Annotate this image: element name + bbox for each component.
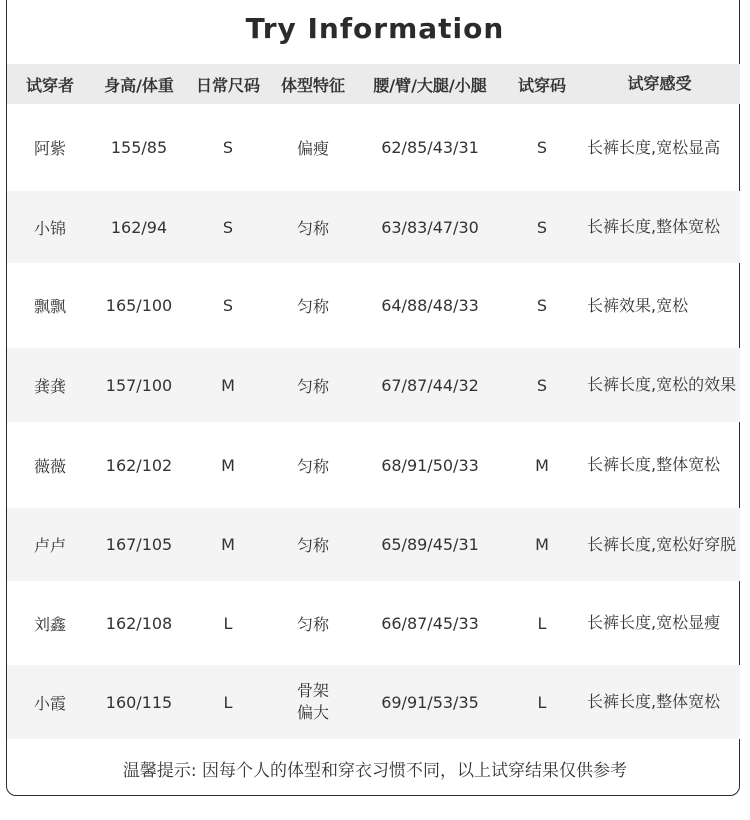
table-body xyxy=(7,104,740,739)
cell-try-size: S xyxy=(536,375,548,395)
cell-try-size: M xyxy=(535,455,549,475)
cell-daily-size: M xyxy=(221,375,235,395)
cell-feedback: 长裤长度,宽松好穿脱 xyxy=(587,534,737,554)
cell-measurements: 66/87/45/33 xyxy=(381,613,479,633)
cell-height-weight: 162/108 xyxy=(105,613,173,633)
cell-feedback: 长裤长度,宽松显高 xyxy=(587,137,721,157)
table-row xyxy=(7,422,740,508)
cell-body-type: 匀称 xyxy=(296,218,329,238)
cell-height-weight: 165/100 xyxy=(105,296,173,315)
cell-body-type: 匀称 xyxy=(296,456,329,476)
cell-measurements: 63/83/47/30 xyxy=(381,217,479,237)
cell-name: 卢卢 xyxy=(33,536,66,555)
cell-measurements: 67/87/44/32 xyxy=(381,375,479,395)
cell-feedback: 长裤长度,整体宽松 xyxy=(587,455,721,474)
cell-height-weight: 162/94 xyxy=(110,217,168,237)
cell-name: 薇薇 xyxy=(33,456,66,476)
cell-name: 小霞 xyxy=(33,693,66,713)
header-daily-size: 日常尺码 xyxy=(195,75,260,95)
page-title: Try Information xyxy=(245,12,505,45)
header-measurements: 腰/臂/大腿/小腿 xyxy=(373,75,487,95)
cell-try-size: S xyxy=(536,138,548,157)
cell-daily-size: M xyxy=(221,455,235,475)
cell-feedback: 长裤长度,宽松的效果 xyxy=(587,375,737,394)
header-height-weight: 身高/体重 xyxy=(104,75,174,95)
footer-note: 温馨提示: 因每个人的体型和穿衣习惯不同，以上试穿结果仅供参考 xyxy=(122,761,628,781)
cell-name: 龚龚 xyxy=(33,376,66,396)
cell-measurements: 69/91/53/35 xyxy=(381,692,479,712)
cell-measurements: 65/89/45/31 xyxy=(381,535,479,554)
table-row xyxy=(7,508,740,581)
table-row xyxy=(7,263,740,348)
cell-try-size: S xyxy=(536,217,548,237)
cell-feedback: 长裤长度,宽松显瘦 xyxy=(587,613,721,632)
cell-feedback: 长裤长度,整体宽松 xyxy=(587,692,721,711)
cell-body-type: 匀称 xyxy=(296,536,329,555)
cell-body-type: 骨架偏大 xyxy=(297,681,330,722)
cell-try-size: L xyxy=(537,692,547,712)
cell-feedback: 长裤效果,宽松 xyxy=(587,295,689,315)
header-feedback: 试穿感受 xyxy=(627,74,692,93)
cell-daily-size: S xyxy=(222,296,234,315)
cell-height-weight: 167/105 xyxy=(105,535,173,554)
cell-measurements: 64/88/48/33 xyxy=(381,296,479,315)
cell-body-type: 匀称 xyxy=(296,297,329,316)
cell-height-weight: 157/100 xyxy=(105,375,173,395)
table-row xyxy=(7,191,740,263)
cell-name: 飘飘 xyxy=(33,297,66,316)
cell-daily-size: L xyxy=(223,613,233,633)
header-tester: 试穿者 xyxy=(25,75,74,95)
cell-height-weight: 155/85 xyxy=(110,138,168,157)
table-row xyxy=(7,348,740,422)
cell-daily-size: L xyxy=(223,692,233,712)
cell-try-size: S xyxy=(536,296,548,315)
header-try-size: 试穿码 xyxy=(517,75,566,95)
cell-try-size: M xyxy=(535,535,549,554)
cell-feedback: 长裤长度,整体宽松 xyxy=(587,217,721,236)
cell-body-type: 匀称 xyxy=(296,614,329,634)
cell-daily-size: S xyxy=(222,217,234,237)
cell-name: 阿紫 xyxy=(33,139,66,158)
cell-body-type: 匀称 xyxy=(296,376,329,396)
cell-height-weight: 162/102 xyxy=(105,455,173,475)
table-row xyxy=(7,665,740,739)
cell-measurements: 62/85/43/31 xyxy=(381,138,479,157)
table-header xyxy=(7,64,740,104)
header-body-type: 体型特征 xyxy=(280,75,345,95)
cell-try-size: L xyxy=(537,613,547,633)
table-row xyxy=(7,581,740,665)
table-row xyxy=(7,104,740,191)
cell-daily-size: S xyxy=(222,138,234,157)
cell-body-type: 偏瘦 xyxy=(296,139,329,158)
cell-name: 刘鑫 xyxy=(33,614,66,634)
cell-name: 小锦 xyxy=(33,218,66,238)
cell-height-weight: 160/115 xyxy=(105,692,173,712)
cell-daily-size: M xyxy=(221,535,235,554)
cell-measurements: 68/91/50/33 xyxy=(381,455,479,475)
